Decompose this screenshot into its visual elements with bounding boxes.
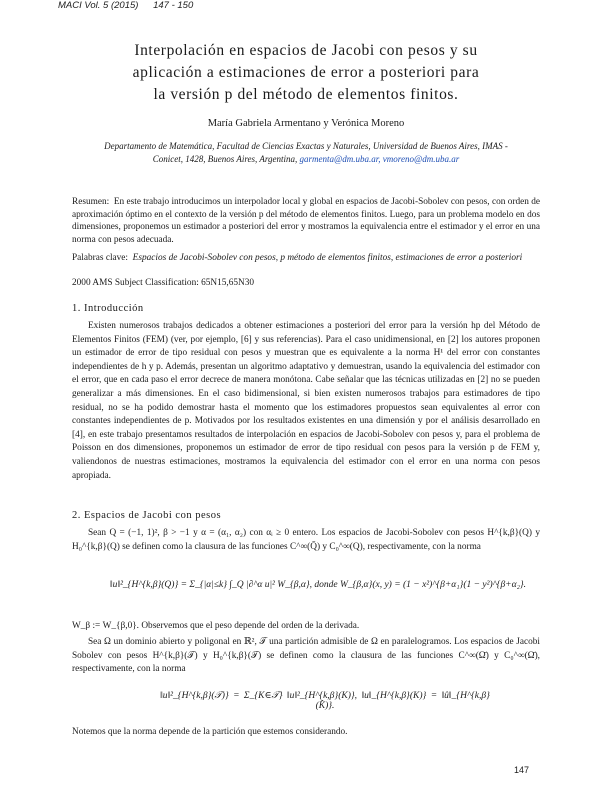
section-2-paragraph-3: Notemos que la norma depende de la partición que estemos considerando. <box>72 727 348 737</box>
abstract-text: En este trabajo introducimos un interpolador local y global en espacios de Jacobi-Sobolev con pesos, con orden de aproximación óptimo en el contexto de la versión p del método de elementos finitos. Luego, para un problema modelo en dos dimensiones, proponemos un estimador a posteriori del error y mostramos la equivalencia entre el estimador y el error en una norma con pesos adecuada. <box>72 197 540 245</box>
page-number: 147 <box>514 765 530 775</box>
affiliation-place: Conicet, 1428, Buenos Aires, Argentina, <box>152 154 298 164</box>
paper-title <box>60 40 552 106</box>
affiliation-line-1: Departamento de Matemática, Facultad de Ciencias Exactas y Naturales, Universidad de Buenos Aires, IMAS - <box>104 141 508 151</box>
author-emails[interactable]: garmenta@dm.uba.ar, vmoreno@dm.uba.ar <box>299 154 460 164</box>
keywords <box>72 252 540 265</box>
keywords-text: Espacios de Jacobi-Sobolev con pesos, p método de elementos finitos, estimaciones de error a posteriori <box>132 253 523 263</box>
title-line-2: aplicación a estimaciones de error a posteriori para <box>132 64 480 81</box>
keywords-label: Palabras clave: <box>72 253 129 263</box>
journal-name: MACI Vol. 5 (2015) <box>58 0 139 11</box>
equation-norm: ‖u‖²_{H^{k,β}(Q)} = Σ_{|α|≤k} ∫_Q |∂^α u|² W_{β,α}, donde W_{β,α}(x, y) = (1 − x²)^{β+α₁}(1 − y²)^{β+α₂}. <box>110 580 527 590</box>
title-line-1: Interpolación en espacios de Jacobi con pesos y su <box>134 42 478 59</box>
equation-partition-norm: ‖u‖²_{H^{k,β}(𝒯)} = Σ_{K∈𝒯} ‖u‖²_{H^{k,β}(K)}, ‖u‖_{H^{k,β}(K)} = ‖û‖_{H^{k,β}(K̂)}. <box>160 691 490 711</box>
abstract-label: Resumen: <box>72 197 110 207</box>
ams-classification: 2000 AMS Subject Classification: 65N15,65N30 <box>72 278 255 288</box>
affiliation <box>70 140 542 166</box>
section-2-paragraph-1: Sean Q = (−1, 1)², β > −1 y α = (α₁, α₂) con αᵢ ≥ 0 entero. Los espacios de Jacobi-Sobolev con pesos H^{k,β}(Q) y H₀^{k,β}(Q) se definen como la clausura de las funciones C^∞(Q̄) y C₀^∞(Q), respectivamente, con la norma <box>72 528 540 552</box>
section-2-heading: 2. Espacios de Jacobi con pesos <box>72 510 222 521</box>
section-1-heading: 1. Introducción <box>72 303 144 314</box>
page-range: 147 - 150 <box>153 0 194 11</box>
section-1-body: Existen numerosos trabajos dedicados a obtener estimaciones a posteriori del error para la versión hp del Método de Elementos Finitos (FEM) (ver, por ejemplo, [6] y sus referencias). Para el caso unidimensional, en [2] los autores proponen un estimador de error de tipo residual con pesos y muestran que es equivalente a la norma H¹ del error con constantes independientes de h y p. Además, presentan un algoritmo adaptativo y demuestran, usando la equivalencia del estimador con el error, que en cada paso el error decrece de manera monótona. Cabe señalar que las técnicas utilizadas en [2] no se pueden generalizar a más dimensiones. En el caso bidimensional, si bien existen numerosos trabajos para estimadores de tipo residual, no se ha podido demostrar hasta el momento que los estimadores propuestos sean equivalentes al error con constantes independientes de p. Motivados por los resultados existentes en una dimensión y por el análisis desarrollado en [4], en este trabajo presentamos resultados de interpolación en espacios de Jacobi-Sobolev con pesos y, para el problema de Poisson en dos dimensiones, proponemos un estimador de error de tipo residual con pesos para la versión p de FEM y, valiendonos de nuestras estimaciones, mostramos la equivalencia del estimador con el error en una norma con pesos apropiada. <box>72 321 540 481</box>
affiliation-line-2 <box>70 153 542 166</box>
title-line-3: la versión p del método de elementos finitos. <box>153 86 459 103</box>
running-header <box>58 0 205 11</box>
authors: María Gabriela Armentano y Verónica Moreno <box>207 118 405 129</box>
abstract <box>72 196 540 246</box>
section-2-paragraph-2: Sea Ω un dominio abierto y poligonal en ℝ², 𝒯 una partición admisible de Ω en paralelogramos. Los espacios de Jacobi Sobolev con pesos H^{k,β}(𝒯) y H₀^{k,β}(𝒯) se definen como la clausura de las funciones C^∞(Ω̄) y C₀^∞(Ω̄), respectivamente, con la norma <box>72 637 540 675</box>
weight-definition: W_β := W_{β,0}. Observemos que el peso depende del orden de la derivada. <box>72 621 360 631</box>
